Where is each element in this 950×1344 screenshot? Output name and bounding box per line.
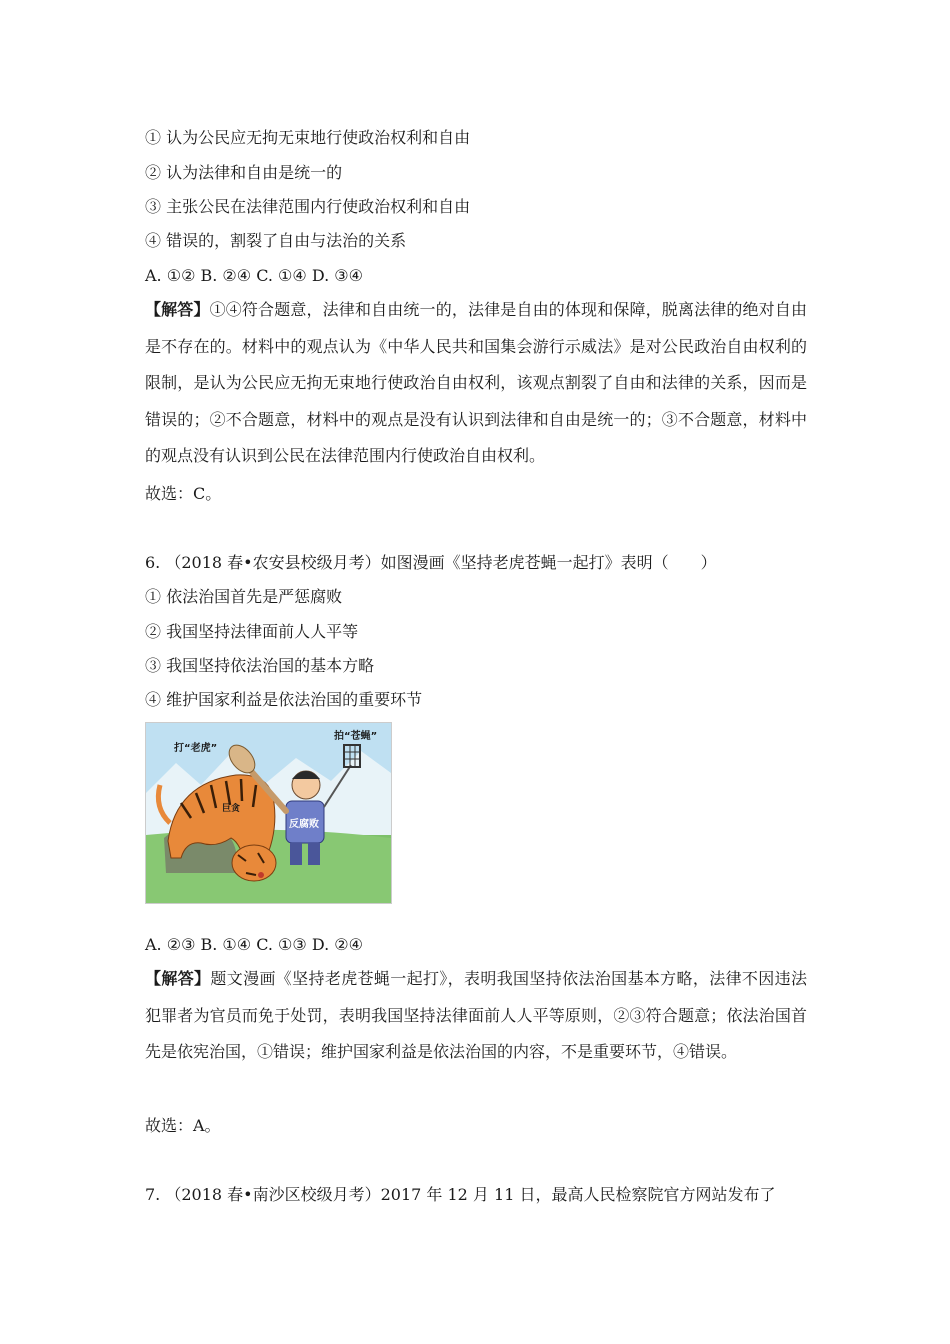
cartoon-label-tiger-body: 巨贪: [222, 804, 241, 814]
q6-stem: 6. （2018 春•农安县校级月考）如图漫画《坚持老虎苍蝇一起打》表明（ ）: [145, 553, 717, 572]
q6-option-2: ② 我国坚持法律面前人人平等: [145, 622, 359, 641]
cartoon-label-tiger: 打“老虎”: [174, 743, 218, 754]
cartoon-label-man: 反腐败: [289, 819, 319, 830]
q5-answer-text: ①④符合题意，法律和自由统一的，法律是自由的体现和保障，脱离法律的绝对自由是不存在的。材料中的观点认为《中华人民共和国集会游行示威法》是对公民政治自由权利的限制，是认为公民应无拘无束地行使政治自由权利，该观点割裂了自由和法律的关系，因而是错误的；②不合题意，材料中的观点是没有认识到法律和自由是统一的；③不合题意，材料中的观点没有认识到公民在法律范围内行使政治自由权利。: [145, 300, 807, 465]
q6-option-4: ④ 维护国家利益是依法治国的重要环节: [145, 690, 423, 709]
q6-option-1: ① 依法治国首先是严惩腐败: [145, 587, 343, 606]
q5-option-2: ② 认为法律和自由是统一的: [145, 163, 343, 182]
q6-final-answer: 故选：A。: [145, 1116, 221, 1135]
q5-option-1: ① 认为公民应无拘无束地行使政治权利和自由: [145, 128, 471, 147]
q5-choices: A. ①② B. ②④ C. ①④ D. ③④: [145, 266, 363, 285]
q5-option-4: ④ 错误的，割裂了自由与法治的关系: [145, 231, 407, 250]
cartoon-label-fly: 拍“苍蝇”: [334, 731, 378, 742]
anti-corruption-cartoon: [145, 722, 392, 904]
q6-choices: A. ②③ B. ①④ C. ①③ D. ②④: [145, 935, 363, 954]
q6-answer-text: 题文漫画《坚持老虎苍蝇一起打》，表明我国坚持依法治国基本方略，法律不因违法犯罪者为官员而免于处罚，表明我国坚持法律面前人人平等原则，②③符合题意；依法治国首先是依宪治国，①错误；维护国家利益是依法治国的内容，不是重要环节，④错误。: [145, 969, 807, 1061]
q6-answer-label: 【解答】: [145, 969, 211, 988]
q5-answer: [145, 292, 807, 475]
q7-stem: 7. （2018 春•南沙区校级月考）2017 年 12 月 11 日，最高人民检察院官方网站发布了: [145, 1185, 776, 1204]
q5-final-answer: 故选：C。: [145, 484, 222, 503]
q6-option-3: ③ 我国坚持依法治国的基本方略: [145, 656, 375, 675]
q5-option-3: ③ 主张公民在法律范围内行使政治权利和自由: [145, 197, 471, 216]
q6-answer: [145, 961, 807, 1071]
q5-answer-label: 【解答】: [145, 300, 210, 319]
